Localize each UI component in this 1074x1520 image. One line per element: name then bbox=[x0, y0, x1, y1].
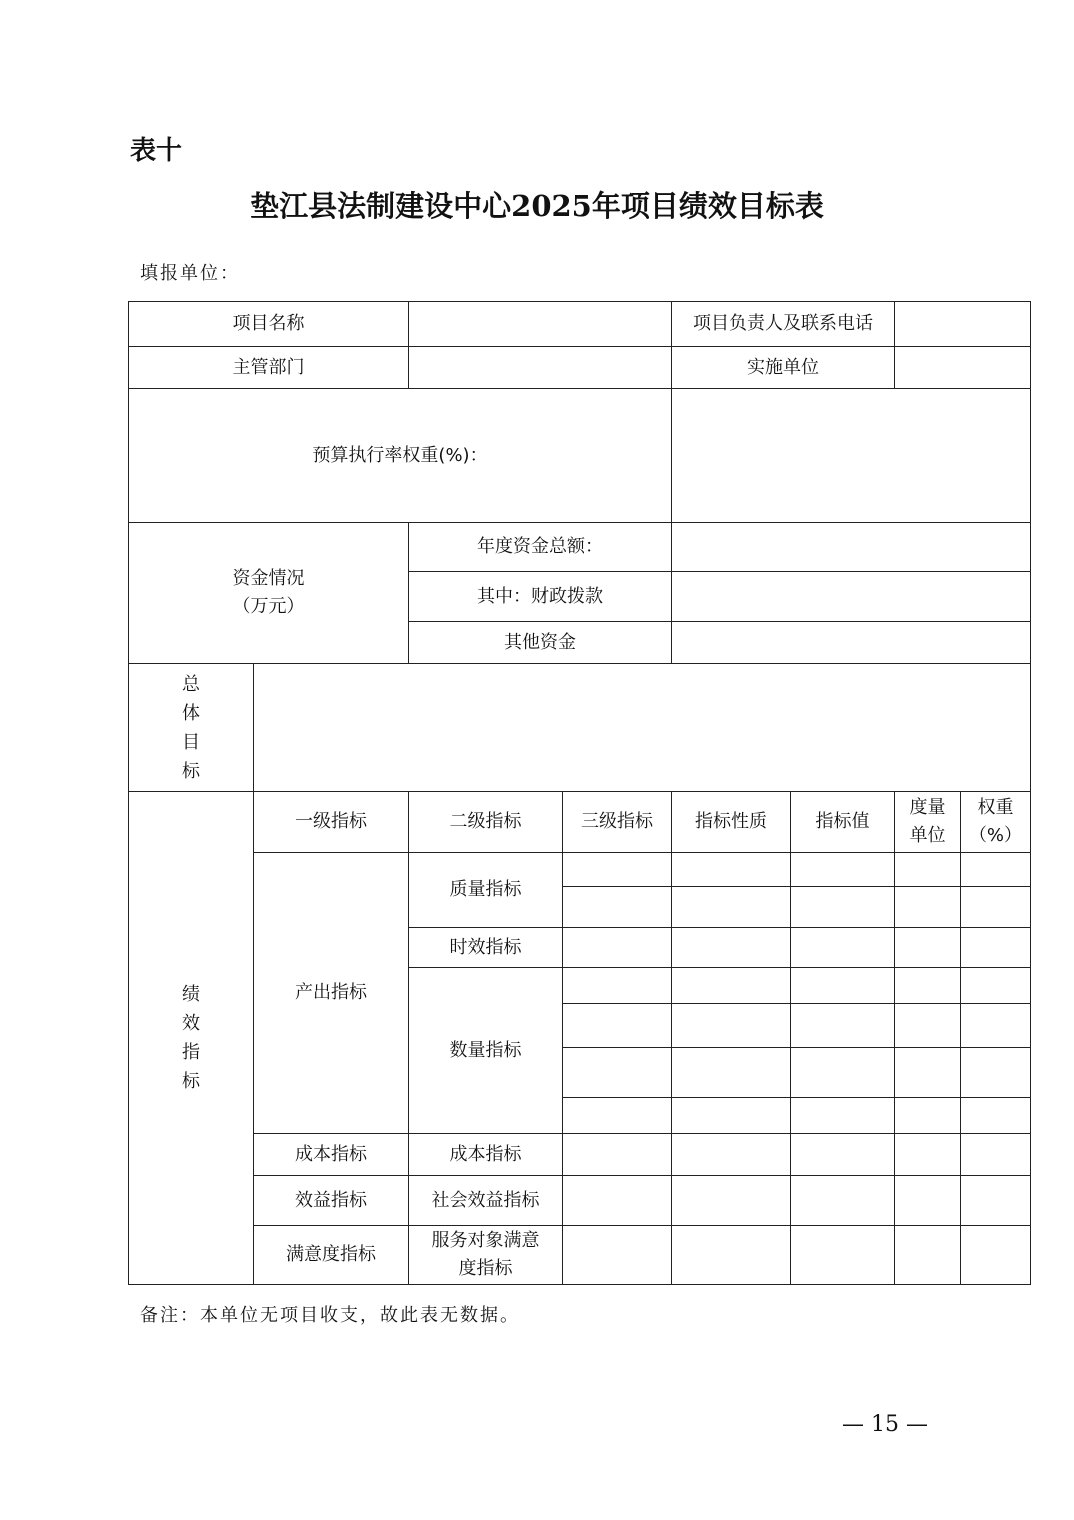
table-cell bbox=[961, 887, 1031, 928]
table-cell bbox=[895, 887, 961, 928]
overall-goal-char: 总 bbox=[182, 673, 200, 695]
table-cell bbox=[563, 1176, 672, 1226]
table-cell bbox=[791, 853, 895, 887]
table-cell bbox=[961, 1176, 1031, 1226]
performance-indicator-char: 绩 bbox=[182, 984, 200, 1005]
table-label: 表十 bbox=[130, 136, 183, 166]
timeliness-indicator: 时效指标 bbox=[409, 928, 563, 968]
table-cell bbox=[895, 1176, 961, 1226]
table-cell bbox=[961, 968, 1031, 1004]
table-cell bbox=[791, 1176, 895, 1226]
cost-indicator-level2: 成本指标 bbox=[409, 1134, 563, 1176]
table-cell bbox=[895, 1226, 961, 1285]
performance-target-table bbox=[128, 301, 1031, 1285]
project-name-value bbox=[409, 302, 672, 347]
project-name-label: 项目名称 bbox=[129, 302, 409, 347]
quantity-indicator: 数量指标 bbox=[409, 968, 563, 1134]
table-cell bbox=[672, 968, 791, 1004]
header-nature: 指标性质 bbox=[672, 792, 791, 853]
social-benefit-indicator: 社会效益指标 bbox=[409, 1176, 563, 1226]
overall-goal-char: 目 bbox=[182, 731, 200, 753]
table-cell bbox=[895, 1004, 961, 1048]
service-satisfaction-line2: 度指标 bbox=[458, 1258, 513, 1279]
table-cell bbox=[961, 853, 1031, 887]
table-cell bbox=[895, 853, 961, 887]
project-leader-label: 项目负责人及联系电话 bbox=[672, 302, 895, 347]
header-measure-unit bbox=[895, 792, 961, 853]
table-cell bbox=[563, 1134, 672, 1176]
header-weight-line1: 权重 bbox=[977, 797, 1014, 819]
document-title: 垫江县法制建设中心2025年项目绩效目标表 bbox=[250, 189, 824, 223]
table-cell bbox=[791, 887, 895, 928]
table-cell bbox=[672, 928, 791, 968]
quality-indicator: 质量指标 bbox=[409, 853, 563, 928]
budget-rate-weight-value bbox=[672, 389, 1031, 523]
table-cell bbox=[791, 1098, 895, 1134]
header-weight-line2: （%） bbox=[968, 825, 1023, 846]
table-cell bbox=[672, 1134, 791, 1176]
fiscal-allocation-value bbox=[672, 572, 1031, 622]
satisfaction-indicator: 满意度指标 bbox=[254, 1226, 409, 1285]
output-indicator-cell bbox=[254, 853, 409, 1134]
table-cell bbox=[563, 1226, 672, 1285]
overall-goal-char: 体 bbox=[182, 702, 200, 724]
table-cell bbox=[791, 1048, 895, 1098]
footnote: 备注：本单位无项目收支，故此表无数据。 bbox=[140, 1305, 520, 1326]
cost-indicator-level1: 成本指标 bbox=[254, 1134, 409, 1176]
table-cell bbox=[791, 1134, 895, 1176]
table-cell bbox=[961, 1004, 1031, 1048]
table-cell bbox=[563, 1098, 672, 1134]
funds-label: 资金情况 bbox=[232, 568, 305, 590]
service-satisfaction-indicator bbox=[409, 1226, 563, 1285]
project-leader-value bbox=[895, 302, 1031, 347]
fiscal-allocation-label: 其中：财政拨款 bbox=[409, 572, 672, 622]
overall-goal-char: 标 bbox=[182, 760, 200, 782]
budget-rate-weight-label: 预算执行率权重(%)： bbox=[129, 389, 672, 523]
table-cell bbox=[895, 1048, 961, 1098]
supervising-dept-value bbox=[409, 347, 672, 389]
performance-indicator-label bbox=[129, 792, 254, 1285]
table-cell bbox=[895, 1098, 961, 1134]
table-cell bbox=[791, 1004, 895, 1048]
table-cell bbox=[672, 1176, 791, 1226]
table-cell bbox=[672, 853, 791, 887]
table-cell bbox=[791, 928, 895, 968]
implementing-unit-label: 实施单位 bbox=[672, 347, 895, 389]
funds-label-cell bbox=[129, 523, 409, 664]
output-indicator: 产出指标 bbox=[295, 982, 367, 1004]
header-value: 指标值 bbox=[791, 792, 895, 853]
table-cell bbox=[672, 1098, 791, 1134]
overall-goal-value bbox=[254, 664, 1031, 792]
page-number: — 15 — bbox=[842, 1412, 928, 1437]
other-funds-label: 其他资金 bbox=[409, 622, 672, 664]
table-cell bbox=[961, 928, 1031, 968]
table-cell bbox=[563, 853, 672, 887]
annual-total-value bbox=[672, 523, 1031, 572]
table-cell bbox=[961, 1226, 1031, 1285]
funds-unit: （万元） bbox=[232, 596, 305, 617]
performance-indicator-char: 标 bbox=[182, 1071, 200, 1092]
performance-indicator-char: 效 bbox=[182, 1013, 200, 1034]
service-satisfaction-line1: 服务对象满意 bbox=[431, 1230, 540, 1252]
table-cell bbox=[961, 1098, 1031, 1134]
header-level3: 三级指标 bbox=[563, 792, 672, 853]
table-cell bbox=[895, 968, 961, 1004]
header-level1: 一级指标 bbox=[254, 792, 409, 853]
table-cell bbox=[563, 1004, 672, 1048]
overall-goal-label bbox=[129, 664, 254, 792]
header-measure-unit-line2: 单位 bbox=[909, 825, 946, 846]
table-cell bbox=[672, 1004, 791, 1048]
table-cell bbox=[791, 1226, 895, 1285]
table-cell bbox=[563, 1048, 672, 1098]
table-cell bbox=[563, 887, 672, 928]
table-cell bbox=[672, 887, 791, 928]
benefit-indicator: 效益指标 bbox=[254, 1176, 409, 1226]
table-cell bbox=[895, 1134, 961, 1176]
table-cell bbox=[961, 1048, 1031, 1098]
performance-indicator-char: 指 bbox=[182, 1042, 200, 1063]
supervising-dept-label: 主管部门 bbox=[129, 347, 409, 389]
table-cell bbox=[563, 968, 672, 1004]
header-level2: 二级指标 bbox=[409, 792, 563, 853]
table-cell bbox=[563, 928, 672, 968]
implementing-unit-value bbox=[895, 347, 1031, 389]
annual-total-label: 年度资金总额： bbox=[409, 523, 672, 572]
other-funds-value bbox=[672, 622, 1031, 664]
table-cell bbox=[672, 1226, 791, 1285]
header-measure-unit-line1: 度量 bbox=[909, 797, 946, 819]
table-cell bbox=[961, 1134, 1031, 1176]
table-cell bbox=[672, 1048, 791, 1098]
table-cell bbox=[791, 968, 895, 1004]
fill-unit-label: 填报单位： bbox=[140, 263, 240, 284]
header-weight bbox=[961, 792, 1031, 853]
table-cell bbox=[895, 928, 961, 968]
